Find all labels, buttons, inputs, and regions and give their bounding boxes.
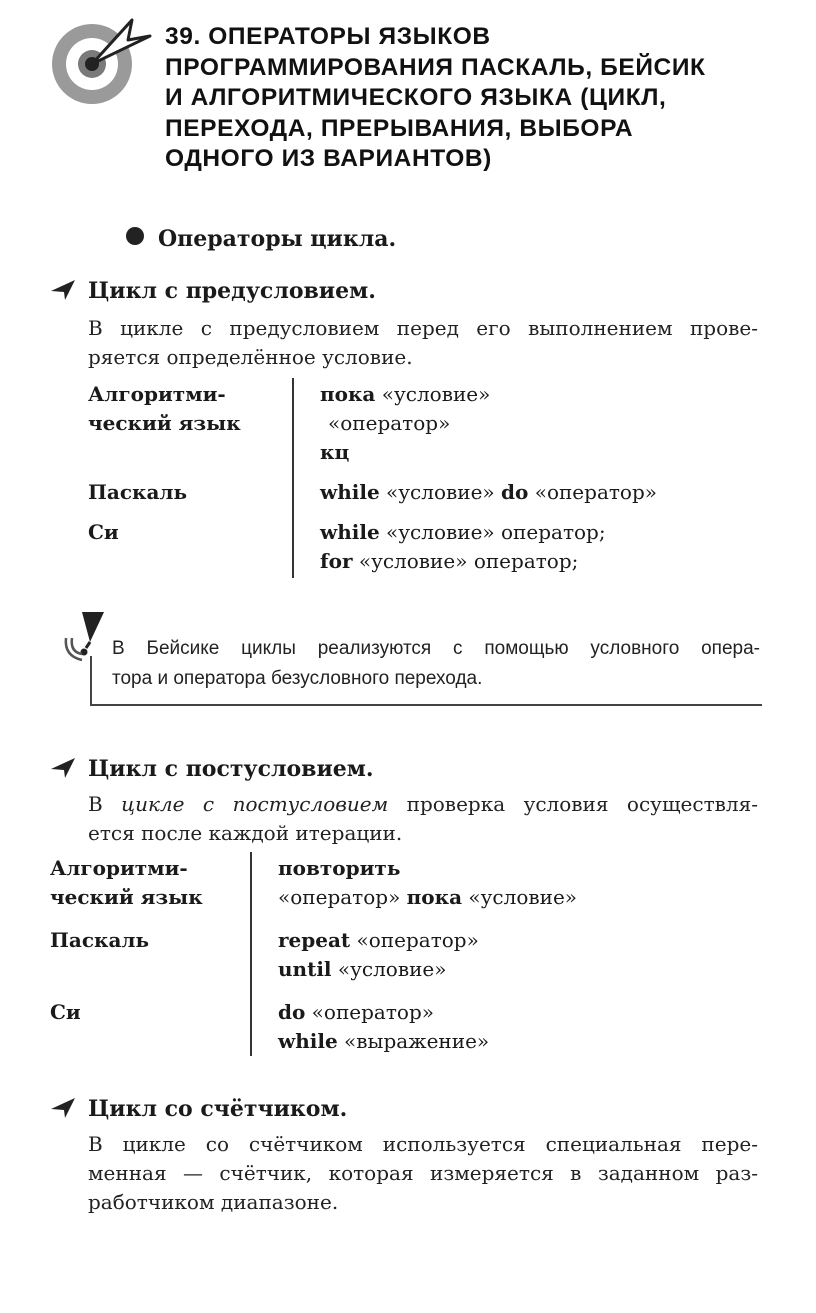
code-pascal bbox=[278, 926, 479, 984]
precondition-heading bbox=[50, 278, 376, 304]
counter-heading bbox=[50, 1096, 347, 1122]
arrow-pointer-icon bbox=[50, 1097, 76, 1119]
para-text: В bbox=[88, 792, 122, 816]
para-text: проверка условия осуществля- bbox=[388, 792, 758, 816]
arrow-pointer-icon bbox=[50, 279, 76, 301]
code-line: пока «условие» bbox=[320, 382, 491, 406]
title-line: 39. ОПЕРАТОРЫ ЯЗЫКОВ bbox=[165, 23, 491, 50]
row-label-pascal: Паскаль bbox=[50, 928, 150, 952]
code-line: for «условие» оператор; bbox=[320, 549, 579, 573]
precondition-heading-text: Цикл с предусловием. bbox=[88, 278, 376, 304]
table-divider bbox=[250, 852, 252, 1056]
label-line: Алгоритми- bbox=[50, 856, 188, 880]
page-title bbox=[165, 22, 785, 175]
precondition-paragraph bbox=[88, 314, 758, 372]
para-italic-term: цикле с постусловием bbox=[121, 792, 389, 816]
code-line: кц bbox=[320, 440, 350, 464]
code-c bbox=[320, 518, 606, 576]
bullet-dot-icon bbox=[126, 227, 144, 245]
paragraph-line: ряется определённое условие. bbox=[88, 345, 413, 369]
postcondition-paragraph bbox=[88, 790, 758, 848]
code-line: while «условие» do «оператор» bbox=[320, 480, 658, 504]
title-line: ПЕРЕХОДА, ПРЕРЫВАНИЯ, ВЫБОРА bbox=[165, 114, 634, 142]
title-line: ПРОГРАММИРОВАНИЯ ПАСКАЛЬ, БЕЙСИК bbox=[165, 53, 706, 81]
arrow-pointer-icon bbox=[50, 757, 76, 779]
section-heading-text: Операторы цикла. bbox=[158, 226, 397, 252]
paragraph-line: ется после каждой итерации. bbox=[88, 821, 403, 845]
code-line: «оператор» bbox=[328, 411, 451, 435]
note-line: В Бейсике циклы реализуются с помощью условного опера- bbox=[112, 638, 760, 659]
section-heading bbox=[126, 226, 396, 252]
paragraph-line: менная — счётчик, которая измеряется в заданном раз- bbox=[88, 1161, 758, 1185]
code-pascal bbox=[320, 478, 657, 507]
code-line: do «оператор» bbox=[278, 1000, 434, 1024]
code-algorithmic bbox=[278, 854, 577, 912]
counter-heading-text: Цикл со счётчиком. bbox=[88, 1096, 348, 1122]
title-line: И АЛГОРИТМИЧЕСКОГО ЯЗЫКА (ЦИКЛ, bbox=[165, 84, 667, 111]
code-line: while «условие» оператор; bbox=[320, 520, 606, 544]
code-algorithmic bbox=[320, 380, 490, 467]
paragraph-line: работчиком диапазоне. bbox=[88, 1190, 339, 1214]
title-line: ОДНОГО ИЗ ВАРИАНТОВ) bbox=[165, 145, 492, 172]
label-line: ческий язык bbox=[50, 885, 203, 909]
table-divider bbox=[292, 378, 294, 578]
code-line: repeat «оператор» bbox=[278, 928, 479, 952]
code-line: «оператор» пока «условие» bbox=[278, 885, 578, 909]
code-c bbox=[278, 998, 489, 1056]
row-label-pascal: Паскаль bbox=[88, 480, 188, 504]
code-line: повторить bbox=[278, 856, 401, 880]
row-label-c: Си bbox=[88, 520, 119, 544]
counter-paragraph bbox=[88, 1130, 758, 1217]
code-line: until «условие» bbox=[278, 957, 447, 981]
label-line: Алгоритми- bbox=[88, 382, 226, 406]
paragraph-line bbox=[88, 790, 758, 819]
row-label-c: Си bbox=[50, 1000, 81, 1024]
target-logo-icon bbox=[52, 14, 152, 114]
note-line: тора и оператора безусловного перехода. bbox=[112, 668, 483, 689]
paragraph-line: В цикле со счётчиком используется специальная пере- bbox=[88, 1132, 758, 1156]
postcondition-heading-text: Цикл с постусловием. bbox=[88, 756, 374, 782]
row-label-algorithmic bbox=[88, 380, 241, 438]
note-text bbox=[112, 634, 760, 694]
label-line: ческий язык bbox=[88, 411, 241, 435]
paragraph-line: В цикле с предусловием перед его выполнением прове- bbox=[88, 316, 758, 340]
row-label-algorithmic bbox=[50, 854, 203, 912]
postcondition-heading bbox=[50, 756, 374, 782]
code-line: while «выражение» bbox=[278, 1029, 490, 1053]
